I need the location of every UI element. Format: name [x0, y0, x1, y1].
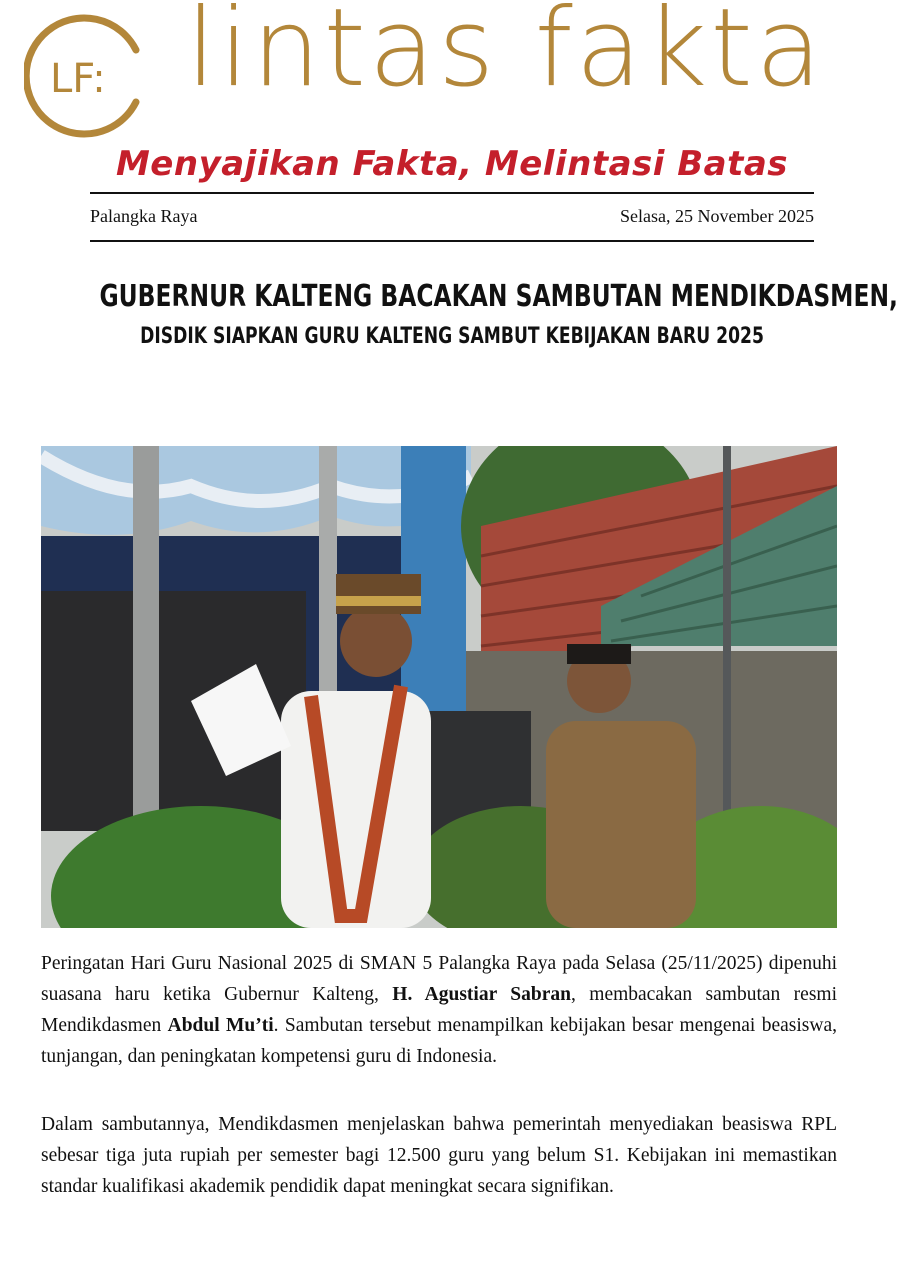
article-paragraph-1: Peringatan Hari Guru Nasional 2025 di SMAN 5 Palangka Raya pada Selasa (25/11/2025) dipenuhi suasana haru ketika Gubernur Kalteng, H. Agustiar Sabran, membacakan sambutan resmi Mendikdasmen Abdul Mu’ti. Sambutan tersebut menampilkan kebijakan besar mengenai beasiswa, tunjangan, dan peningkatan kompetensi guru di Indonesia. [41, 953, 838, 1067]
lf-logo-icon [24, 12, 156, 138]
headline-main: GUBERNUR KALTENG BACAKAN SAMBUTAN MENDIKDASMEN, [99, 279, 898, 314]
brand-name[interactable]: lintas fakta [186, 0, 825, 111]
article-photo [41, 446, 837, 928]
date-label: Selasa, 25 November 2025 [620, 206, 814, 226]
article-paragraph-2: Dalam sambutannya, Mendikdasmen menjelaskan bahwa pemerintah menyediakan beasiswa RPL sebesar tiga juta rupiah per semester bagi 12.500 guru yang belum S1. Kebijakan ini memastikan standar kualifikasi akademik pendidik dapat meningkat secara signifikan. [41, 1114, 837, 1197]
minister-name: Abdul Mu’ti [167, 1015, 274, 1036]
dateline [90, 206, 814, 230]
top-divider [90, 192, 814, 194]
headline-sub: DISDIK SIAPKAN GURU KALTENG SAMBUT KEBIJAKAN BARU 2025 [140, 324, 764, 349]
bottom-divider [90, 240, 814, 242]
governor-name: H. Agustiar Sabran [392, 984, 571, 1005]
location-label: Palangka Raya [90, 206, 198, 226]
logo-initials: LF: [50, 56, 106, 102]
tagline: Menyajikan Fakta, Melintasi Batas [115, 144, 789, 184]
masthead [0, 0, 904, 190]
